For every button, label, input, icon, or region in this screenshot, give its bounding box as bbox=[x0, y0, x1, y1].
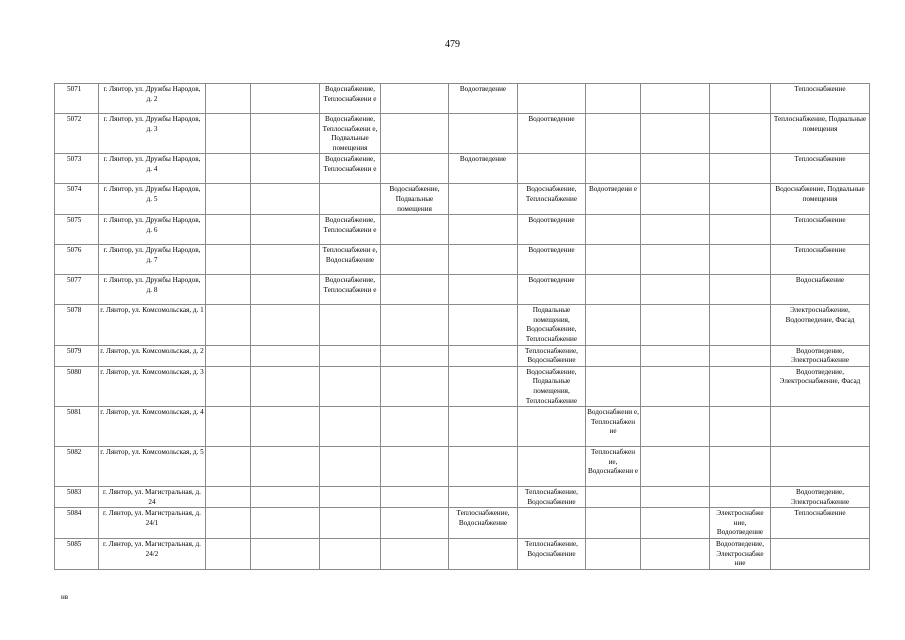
table-cell bbox=[710, 114, 771, 154]
table-cell bbox=[381, 215, 449, 245]
table-cell: Электроснабжение, Водоотведение, Фасад bbox=[771, 305, 870, 345]
table-cell bbox=[381, 366, 449, 406]
table-cell bbox=[449, 275, 518, 305]
table-cell bbox=[206, 407, 251, 447]
table-cell bbox=[381, 305, 449, 345]
table-cell bbox=[206, 366, 251, 406]
table-cell: Теплоснабжение, Подвальные помещения bbox=[771, 114, 870, 154]
table-row bbox=[55, 487, 870, 508]
address-cell: г. Лянтор, ул. Дружбы Народов, д. 6 bbox=[99, 215, 206, 245]
table-cell bbox=[251, 366, 320, 406]
table-cell: Водоотведение bbox=[518, 114, 586, 154]
table-cell bbox=[206, 508, 251, 539]
table-cell bbox=[641, 345, 710, 366]
table-cell bbox=[381, 245, 449, 275]
table-cell: Водоотведение bbox=[518, 275, 586, 305]
row-number-cell: 5085 bbox=[55, 539, 99, 570]
table-cell bbox=[381, 154, 449, 184]
table-cell bbox=[251, 447, 320, 487]
row-number-cell: 5079 bbox=[55, 345, 99, 366]
table-cell bbox=[641, 84, 710, 114]
table-cell bbox=[251, 215, 320, 245]
registry-table bbox=[54, 83, 870, 570]
table-cell: Водоснабжение bbox=[771, 275, 870, 305]
table-cell bbox=[449, 245, 518, 275]
address-cell: г. Лянтор, ул. Дружбы Народов, д. 2 bbox=[99, 84, 206, 114]
table-cell bbox=[206, 539, 251, 570]
table-cell bbox=[206, 345, 251, 366]
table-cell: Электроснабже ние, Водоотведение bbox=[710, 508, 771, 539]
table-cell: Водоснабжение, Теплоснабжение bbox=[518, 184, 586, 215]
table-cell bbox=[320, 407, 381, 447]
table-cell bbox=[586, 487, 641, 508]
table-cell bbox=[251, 184, 320, 215]
table-cell: Водоотведение bbox=[518, 245, 586, 275]
table-cell bbox=[710, 84, 771, 114]
table-cell bbox=[206, 84, 251, 114]
table-cell bbox=[641, 275, 710, 305]
address-cell: г. Лянтор, ул. Комсомольская, д. 3 bbox=[99, 366, 206, 406]
table-cell bbox=[449, 345, 518, 366]
table-cell bbox=[320, 305, 381, 345]
table-cell: Теплоснабжение, Водоснабжение bbox=[518, 345, 586, 366]
table-cell: Теплоснабжени е, Водоснабжение bbox=[320, 245, 381, 275]
table-row bbox=[55, 84, 870, 114]
table-cell bbox=[381, 275, 449, 305]
table-row bbox=[55, 114, 870, 154]
table-cell bbox=[710, 184, 771, 215]
table-cell: Водоотведение, Электроснабже ние bbox=[710, 539, 771, 570]
table-cell bbox=[206, 114, 251, 154]
table-cell bbox=[641, 487, 710, 508]
table-cell: Водоснабжение, Теплоснабжени е bbox=[320, 154, 381, 184]
table-cell: Водоотведение, Электроснабжение, Фасад bbox=[771, 366, 870, 406]
table-cell: Водоснабжение, Подвальные помещения bbox=[381, 184, 449, 215]
table-cell bbox=[518, 154, 586, 184]
table-cell bbox=[586, 275, 641, 305]
table-row bbox=[55, 366, 870, 406]
table-row bbox=[55, 184, 870, 215]
table-row bbox=[55, 245, 870, 275]
page-number: 479 bbox=[445, 39, 460, 50]
address-cell: г. Лянтор, ул. Магистральная, д. 24/2 bbox=[99, 539, 206, 570]
table-cell bbox=[586, 508, 641, 539]
table-cell: Водоотведение, Электроснабжение bbox=[771, 487, 870, 508]
table-cell: Водоснабжение, Теплоснабжени е bbox=[320, 275, 381, 305]
table-cell bbox=[771, 539, 870, 570]
table-cell bbox=[449, 447, 518, 487]
table-cell bbox=[381, 539, 449, 570]
table-row bbox=[55, 539, 870, 570]
table-cell: Теплоснабжение bbox=[771, 154, 870, 184]
table-cell bbox=[206, 305, 251, 345]
table-cell bbox=[251, 508, 320, 539]
table-cell bbox=[586, 245, 641, 275]
table-cell bbox=[710, 305, 771, 345]
table-row bbox=[55, 345, 870, 366]
table-cell: Теплоснабжение bbox=[771, 84, 870, 114]
address-cell: г. Лянтор, ул. Комсомольская, д. 2 bbox=[99, 345, 206, 366]
table-cell bbox=[518, 508, 586, 539]
table-cell bbox=[449, 215, 518, 245]
row-number-cell: 5073 bbox=[55, 154, 99, 184]
table-row bbox=[55, 215, 870, 245]
table-cell bbox=[251, 539, 320, 570]
table-cell bbox=[586, 215, 641, 245]
table-cell bbox=[251, 407, 320, 447]
table-cell: Водоотведение bbox=[449, 154, 518, 184]
table-cell bbox=[251, 245, 320, 275]
row-number-cell: 5078 bbox=[55, 305, 99, 345]
address-cell: г. Лянтор, ул. Дружбы Народов, д. 5 bbox=[99, 184, 206, 215]
table-cell: Водоотведени е bbox=[586, 184, 641, 215]
table-cell bbox=[710, 366, 771, 406]
table-cell bbox=[586, 366, 641, 406]
table-cell bbox=[641, 508, 710, 539]
table-cell bbox=[381, 114, 449, 154]
table-cell bbox=[206, 184, 251, 215]
table-cell bbox=[449, 114, 518, 154]
table-cell bbox=[641, 184, 710, 215]
table-cell bbox=[710, 215, 771, 245]
table-cell bbox=[251, 305, 320, 345]
table-cell: Водоснабжение, Теплоснабжени е, Подвальные помещения bbox=[320, 114, 381, 154]
table-cell bbox=[586, 154, 641, 184]
table-cell bbox=[251, 154, 320, 184]
table-cell: Теплоснабжение bbox=[771, 245, 870, 275]
address-cell: г. Лянтор, ул. Дружбы Народов, д. 8 bbox=[99, 275, 206, 305]
row-number-cell: 5075 bbox=[55, 215, 99, 245]
table-cell: Водоотведение bbox=[518, 215, 586, 245]
table-cell: Теплоснабжение, Водоснабжение bbox=[518, 539, 586, 570]
table-cell bbox=[771, 447, 870, 487]
row-number-cell: 5074 bbox=[55, 184, 99, 215]
table-cell bbox=[449, 184, 518, 215]
table-cell: Подвальные помещения, Водоснабжение, Теплоснабжение bbox=[518, 305, 586, 345]
table-row bbox=[55, 305, 870, 345]
table-cell bbox=[381, 345, 449, 366]
table-cell bbox=[586, 345, 641, 366]
table-cell bbox=[641, 447, 710, 487]
table-cell: Водоснабжение, Подвальные помещения, Теплоснабжение bbox=[518, 366, 586, 406]
table-row bbox=[55, 154, 870, 184]
table-row bbox=[55, 407, 870, 447]
table-cell bbox=[381, 508, 449, 539]
address-cell: г. Лянтор, ул. Магистральная, д. 24 bbox=[99, 487, 206, 508]
table-cell bbox=[320, 539, 381, 570]
table-cell: Водоснабжение, Подвальные помещения bbox=[771, 184, 870, 215]
table-cell bbox=[641, 154, 710, 184]
address-cell: г. Лянтор, ул. Магистральная, д. 24/1 bbox=[99, 508, 206, 539]
table-cell: Водоснабжение, Теплоснабжени е bbox=[320, 215, 381, 245]
table-cell: Теплоснабжение, Водоснабжение bbox=[518, 487, 586, 508]
row-number-cell: 5076 bbox=[55, 245, 99, 275]
table-cell bbox=[449, 407, 518, 447]
table-cell bbox=[586, 539, 641, 570]
table-cell bbox=[641, 539, 710, 570]
table-cell bbox=[449, 305, 518, 345]
row-number-cell: 5082 bbox=[55, 447, 99, 487]
row-number-cell: 5081 bbox=[55, 407, 99, 447]
table-cell bbox=[641, 407, 710, 447]
table-cell bbox=[206, 154, 251, 184]
table-cell bbox=[251, 275, 320, 305]
table-cell bbox=[518, 447, 586, 487]
table-cell bbox=[320, 366, 381, 406]
table-cell: Водоотведение, Электроснабжение bbox=[771, 345, 870, 366]
table-cell bbox=[449, 487, 518, 508]
address-cell: г. Лянтор, ул. Комсомольская, д. 4 bbox=[99, 407, 206, 447]
table-cell bbox=[449, 366, 518, 406]
table-row bbox=[55, 508, 870, 539]
footer-note: нв bbox=[61, 593, 69, 601]
table-cell: Теплоснабжение, Водоснабжение bbox=[449, 508, 518, 539]
table-cell bbox=[206, 275, 251, 305]
table-cell bbox=[710, 245, 771, 275]
table-cell bbox=[251, 345, 320, 366]
table-cell bbox=[381, 84, 449, 114]
table-cell bbox=[518, 407, 586, 447]
table-cell bbox=[206, 447, 251, 487]
address-cell: г. Лянтор, ул. Комсомольская, д. 5 bbox=[99, 447, 206, 487]
table-cell bbox=[206, 245, 251, 275]
table-cell bbox=[710, 487, 771, 508]
table-cell bbox=[641, 114, 710, 154]
table-cell bbox=[771, 407, 870, 447]
table-cell: Водоотведение bbox=[449, 84, 518, 114]
table-row bbox=[55, 275, 870, 305]
table-cell bbox=[320, 447, 381, 487]
table-cell bbox=[381, 407, 449, 447]
address-cell: г. Лянтор, ул. Комсомольская, д. 1 bbox=[99, 305, 206, 345]
table-cell bbox=[641, 305, 710, 345]
table-cell bbox=[320, 487, 381, 508]
table-cell bbox=[586, 84, 641, 114]
table-cell bbox=[710, 407, 771, 447]
table-cell bbox=[710, 345, 771, 366]
table-cell bbox=[586, 114, 641, 154]
table-cell bbox=[320, 184, 381, 215]
table-cell: Теплоснабжение bbox=[771, 508, 870, 539]
table-cell bbox=[381, 487, 449, 508]
table-cell: Теплоснабжен ие, Водоснабжени е bbox=[586, 447, 641, 487]
row-number-cell: 5083 bbox=[55, 487, 99, 508]
table-cell bbox=[251, 84, 320, 114]
row-number-cell: 5072 bbox=[55, 114, 99, 154]
row-number-cell: 5071 bbox=[55, 84, 99, 114]
address-cell: г. Лянтор, ул. Дружбы Народов, д. 3 bbox=[99, 114, 206, 154]
table-cell bbox=[449, 539, 518, 570]
table-cell bbox=[710, 154, 771, 184]
table-cell bbox=[641, 366, 710, 406]
address-cell: г. Лянтор, ул. Дружбы Народов, д. 4 bbox=[99, 154, 206, 184]
table-cell: Водоснабжение, Теплоснабжени е bbox=[320, 84, 381, 114]
row-number-cell: 5080 bbox=[55, 366, 99, 406]
table-cell bbox=[251, 487, 320, 508]
table-cell bbox=[320, 508, 381, 539]
table-cell bbox=[320, 345, 381, 366]
table-cell bbox=[251, 114, 320, 154]
row-number-cell: 5077 bbox=[55, 275, 99, 305]
table-cell bbox=[381, 447, 449, 487]
table-cell bbox=[586, 305, 641, 345]
table-cell: Водоснабжени е, Теплоснабжен ие bbox=[586, 407, 641, 447]
address-cell: г. Лянтор, ул. Дружбы Народов, д. 7 bbox=[99, 245, 206, 275]
table-cell: Теплоснабжение bbox=[771, 215, 870, 245]
table-cell bbox=[518, 84, 586, 114]
table-cell bbox=[710, 275, 771, 305]
table-cell bbox=[206, 487, 251, 508]
table-cell bbox=[710, 447, 771, 487]
row-number-cell: 5084 bbox=[55, 508, 99, 539]
table-cell bbox=[206, 215, 251, 245]
table-row bbox=[55, 447, 870, 487]
table-cell bbox=[641, 245, 710, 275]
table-cell bbox=[641, 215, 710, 245]
